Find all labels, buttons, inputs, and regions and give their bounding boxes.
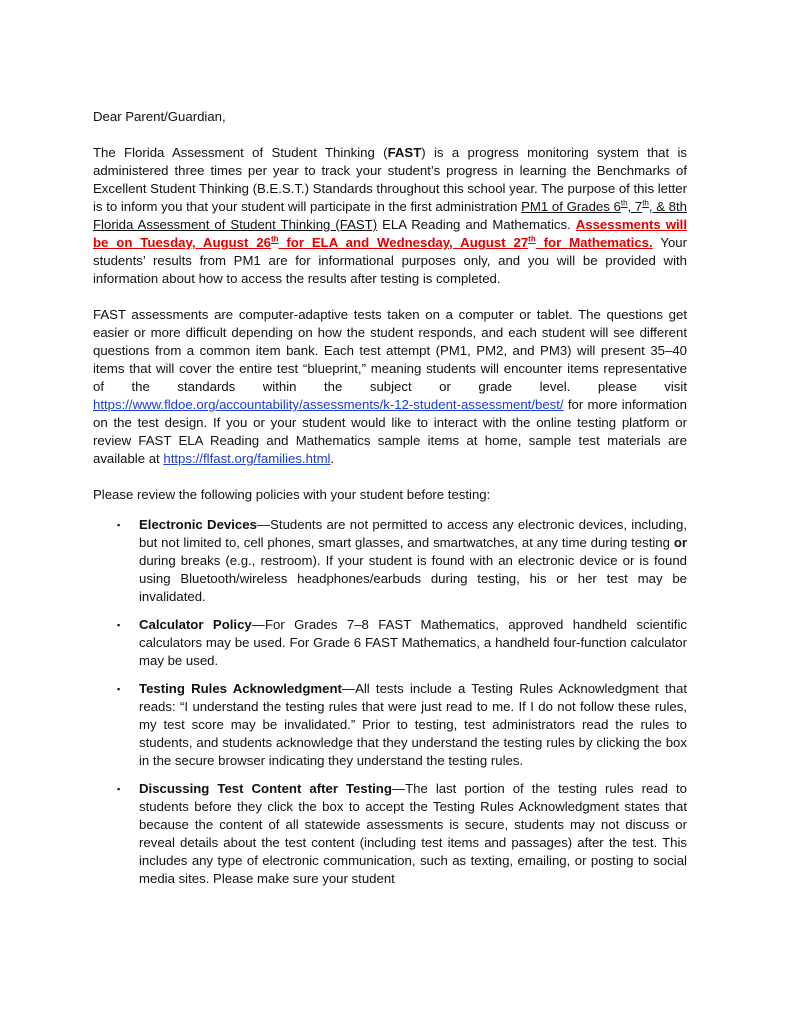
policy-text: —The last portion of the testing rules read to students before they click the box to accept the Testing Rules Acknowledgment states that because the content of all statewide assessments is secure, students may not discuss or reveal details about the test content (including test items and passages) after the test. This includes any type of electronic communication, such as texting, emailing, or posting to social media sites. Please make sure your student bbox=[139, 781, 687, 886]
assessment-dates-3: for Mathematics. bbox=[535, 235, 653, 250]
policy-discussing-test-content bbox=[93, 780, 687, 888]
grades-underline-2: , 7 bbox=[627, 199, 643, 214]
fast-acronym: FAST bbox=[387, 145, 422, 160]
policy-testing-rules bbox=[93, 680, 687, 770]
policy-emphasis: or bbox=[673, 535, 687, 550]
intro-text-2: ) is a progress monitoring system that is administered three times per year to track your student’s progress in learning the Benchmarks of Excellent Student Thinking (B.E.S.T.) Standards throughout this school year. The purpose of this letter is to inform you that your student will participate in the first administration bbox=[93, 145, 688, 214]
superscript-th-4: th bbox=[528, 234, 536, 244]
policy-title: Calculator Policy bbox=[139, 617, 252, 632]
bullet-icon: ▪ bbox=[117, 784, 121, 794]
policy-calculator bbox=[93, 616, 687, 670]
policy-title: Testing Rules Acknowledgment bbox=[139, 681, 342, 696]
policies-intro: Please review the following policies with your student before testing: bbox=[93, 487, 491, 502]
fast-description-text-1: FAST assessments are computer-adaptive tests taken on a computer or tablet. The questions get easier or more difficult depending on how the student responds, and each student will see different questions from a common item bank. Each test attempt (PM1, PM2, and PM3) will present 35–40 items that will cover the entire test “blueprint,” meaning students will encounter items representative of the standards within the subject or grade level. please visit bbox=[93, 307, 687, 394]
fast-description-paragraph bbox=[93, 306, 687, 468]
grades-underline-3: , & 8th Florida Assessment of Student Thinking (FAST) bbox=[93, 199, 687, 232]
superscript-th-3: th bbox=[270, 234, 279, 244]
superscript-th-2: th bbox=[642, 198, 649, 208]
policy-title: Discussing Test Content after Testing bbox=[139, 781, 392, 796]
assessment-dates-1: Assessments will be on Tuesday, August 26 bbox=[93, 217, 687, 250]
policy-text: —For Grades 7–8 FAST Mathematics, approved handheld scientific calculators may be used. For Grade 6 FAST Mathematics, a handheld four-function calculator may be used. bbox=[139, 617, 687, 668]
bullet-icon: ▪ bbox=[117, 684, 121, 694]
flfast-families-link[interactable]: https://flfast.org/families.html bbox=[163, 451, 331, 466]
policy-text: during breaks (e.g., restroom). If your student is found with an electronic device or is found using Bluetooth/wireless headphones/earbuds during testing, his or her test may be invalidated. bbox=[139, 553, 687, 604]
intro-text-1: The Florida Assessment of Student Thinking ( bbox=[93, 145, 388, 160]
superscript-th-1: th bbox=[620, 198, 628, 208]
policies-list bbox=[93, 516, 687, 888]
policy-title: Electronic Devices bbox=[139, 517, 257, 532]
policy-text: —Students are not permitted to access any electronic devices, including, but not limited to, cell phones, smart glasses, and smartwatches, at any time during testing bbox=[139, 517, 687, 550]
salutation: Dear Parent/Guardian, bbox=[93, 109, 226, 124]
grades-underline-1: PM1 of Grades 6 bbox=[521, 199, 621, 214]
policy-text: —All tests include a Testing Rules Acknowledgment that reads: “I understand the testing rules that were just read to me. If I do not follow these rules, my test score may be invalidated.” Prior to testing, test administrators read the rules to students, and students acknowledge that they understand the testing rules by clicking the box in the secure browser indicating they understand the testing rules. bbox=[139, 681, 687, 768]
policy-electronic-devices bbox=[93, 516, 687, 606]
fast-description-text-3: . bbox=[330, 451, 335, 466]
fast-description-text-2: for more information on the test design. If you or your student would like to interact with the online testing platform or review FAST ELA Reading and Mathematics sample items at home, sample test materials are available at bbox=[93, 397, 687, 466]
bullet-icon: ▪ bbox=[117, 620, 121, 630]
intro-text-3: ELA Reading and Mathematics. bbox=[377, 217, 576, 232]
fldoe-link[interactable]: https://www.fldoe.org/accountability/assessments/k-12-student-assessment/best/ bbox=[93, 397, 564, 412]
intro-paragraph bbox=[93, 144, 687, 288]
intro-text-4: Your students’ results from PM1 are for informational purposes only, and you will be provided with information about how to access the results after testing is completed. bbox=[93, 235, 687, 286]
assessment-dates-2: for ELA and Wednesday, August 27 bbox=[278, 235, 529, 250]
bullet-icon: ▪ bbox=[117, 520, 121, 530]
